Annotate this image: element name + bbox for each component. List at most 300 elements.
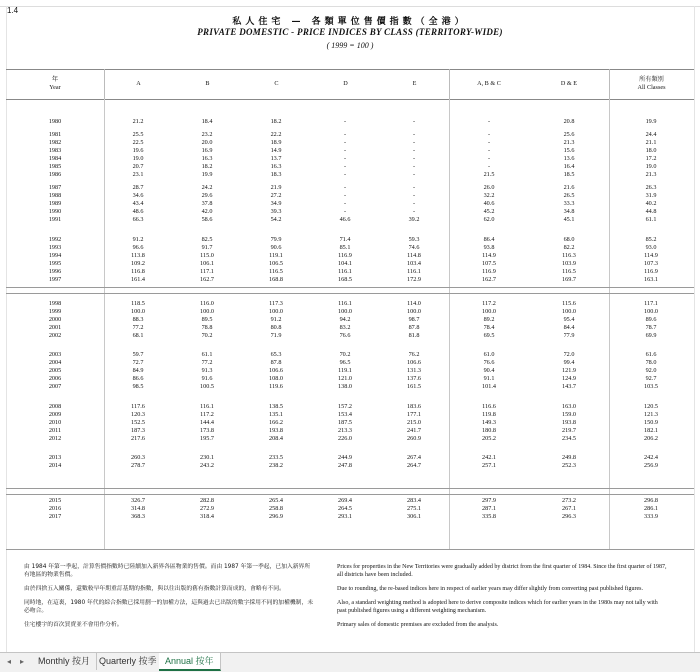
cell-year: 2005 [48, 367, 62, 374]
cell-col-e: 264.7 [407, 462, 421, 469]
cell-col-de: 33.3 [563, 200, 575, 207]
cell-col-de: 103.9 [562, 260, 576, 267]
table-row [0, 155, 700, 163]
note-cn-1: 由 1984 年第一季起，計算售價指數時已陸續加入新界各區物業的售價。而由 1987 年第一季起，已加入新界所有地區的物業售價。 [24, 564, 311, 578]
cell-col-e: 116.1 [407, 268, 421, 275]
page-break-line [6, 488, 694, 489]
cell-col-b: 243.2 [200, 462, 214, 469]
cell-col-b: 18.4 [201, 118, 213, 125]
cell-col-a: 86.6 [132, 375, 144, 382]
cell-col-abc: 107.5 [482, 260, 496, 267]
cell-col-de: 267.1 [562, 505, 576, 512]
table-row [0, 462, 700, 470]
cell-col-a: 120.3 [131, 411, 145, 418]
cell-col-a: 278.7 [131, 462, 145, 469]
table-row [0, 184, 700, 192]
cell-col-b: 61.1 [201, 351, 213, 358]
cell-col-d: 244.9 [338, 454, 352, 461]
cell-col-c: 16.3 [270, 163, 282, 170]
cell-col-all: 19.9 [645, 118, 657, 125]
cell-col-e: 81.8 [408, 332, 420, 339]
cell-col-c: 168.8 [269, 276, 283, 283]
cell-col-d: - [343, 131, 347, 138]
cell-col-d: 153.4 [338, 411, 352, 418]
cell-year: 2001 [48, 324, 62, 331]
cell-col-d: - [343, 163, 347, 170]
note-cn-3: 同時地，在這裏，1980 年代的綜合指數已採用劃一的加權方法，這與過去已出版的數字採用不同的加權機制，未必吻合。 [24, 600, 314, 614]
cell-col-c: 80.8 [270, 324, 282, 331]
cell-col-abc: 93.8 [483, 244, 495, 251]
page-break-line [6, 287, 694, 288]
cell-col-d: 264.5 [338, 505, 352, 512]
cell-col-abc: 76.6 [483, 359, 495, 366]
table-row [0, 163, 700, 171]
cell-col-de: 143.7 [562, 383, 576, 390]
cell-col-abc: 117.2 [482, 300, 496, 307]
cell-col-e: 260.9 [407, 435, 421, 442]
cell-col-e: 114.8 [407, 252, 421, 259]
cell-col-c: 106.5 [269, 260, 283, 267]
cell-year: 1981 [48, 131, 62, 138]
tab-monthly[interactable]: Monthly 按月 [32, 653, 97, 670]
cell-year: 1987 [48, 184, 62, 191]
cell-col-b: 230.1 [200, 454, 214, 461]
cell-year: 1992 [48, 236, 62, 243]
cell-col-b: 20.0 [201, 139, 213, 146]
cell-col-all: 93.0 [645, 244, 657, 251]
cell-col-b: 91.7 [201, 244, 213, 251]
cell-col-abc: 21.5 [483, 171, 495, 178]
table-row [0, 216, 700, 224]
table-row [0, 367, 700, 375]
cell-col-de: 18.5 [563, 171, 575, 178]
title-chinese: 私人住宅 — 各類單位售價指數（全港） [232, 17, 468, 27]
table-row [0, 383, 700, 391]
cell-col-de: 249.8 [562, 454, 576, 461]
cell-col-e: 87.8 [408, 324, 420, 331]
cell-year: 1996 [48, 268, 62, 275]
cell-col-all: 120.5 [644, 403, 658, 410]
cell-col-abc: 90.4 [483, 367, 495, 374]
cell-col-c: 13.7 [270, 155, 282, 162]
cell-col-e: 74.6 [408, 244, 420, 251]
cell-col-c: 90.6 [270, 244, 282, 251]
header-all-cn: 所有類別 [639, 76, 664, 83]
sheet-tab-bar [0, 652, 700, 672]
cell-col-all: 40.2 [645, 200, 657, 207]
cell-col-c: 71.9 [270, 332, 282, 339]
table-row [0, 200, 700, 208]
cell-col-d: 71.4 [339, 236, 351, 243]
cell-col-abc: - [487, 147, 491, 154]
cell-col-e: 172.9 [407, 276, 421, 283]
note-en-1: Prices for properties in the New Territories were gradually added by district from the first quarter of 1984. Since the first quarter of 1987, all districts have been included. [337, 564, 667, 578]
cell-col-all: 286.1 [644, 505, 658, 512]
cell-col-all: 24.4 [645, 131, 657, 138]
cell-col-a: 59.7 [132, 351, 144, 358]
table-row [0, 131, 700, 139]
cell-col-b: 91.6 [201, 375, 213, 382]
cell-col-c: 166.2 [269, 419, 283, 426]
cell-col-abc: 180.8 [482, 427, 496, 434]
cell-col-de: 20.8 [563, 118, 575, 125]
cell-col-d: 293.1 [338, 513, 352, 520]
cell-col-d: - [343, 139, 347, 146]
cell-col-e: 59.3 [408, 236, 420, 243]
cell-col-b: 82.5 [201, 236, 213, 243]
cell-col-c: 193.8 [269, 427, 283, 434]
cell-col-de: 15.6 [563, 147, 575, 154]
cell-col-all: 333.9 [644, 513, 658, 520]
cell-col-de: 26.5 [563, 192, 575, 199]
cell-col-b: 29.6 [201, 192, 213, 199]
cell-year: 1994 [48, 252, 62, 259]
cell-col-b: 16.9 [201, 147, 213, 154]
cell-col-de: 21.3 [563, 139, 575, 146]
cell-col-d: 70.2 [339, 351, 351, 358]
cell-col-all: 92.7 [645, 375, 657, 382]
cell-col-d: 46.6 [339, 216, 351, 223]
cell-col-abc: 100.0 [482, 308, 496, 315]
table-row [0, 276, 700, 284]
cell-col-b: 106.1 [200, 260, 214, 267]
cell-year: 1998 [48, 300, 62, 307]
cell-col-c: 135.1 [269, 411, 283, 418]
note-en-2: Due to rounding, the re-based indices here in respect of earlier years may differ slightly from converting past published figures. [337, 586, 643, 592]
cell-year: 1997 [48, 276, 62, 283]
header-all-classes [609, 69, 694, 99]
scroll-tabs-left-icon[interactable]: ◂ [6, 657, 11, 666]
cell-col-abc: - [487, 155, 491, 162]
cell-col-b: 116.1 [200, 403, 214, 410]
cell-col-all: 78.0 [645, 359, 657, 366]
cell-col-d: - [343, 184, 347, 191]
cell-col-all: 85.2 [645, 236, 657, 243]
cell-col-abc: 149.3 [482, 419, 496, 426]
cell-col-c: 100.0 [269, 308, 283, 315]
cell-year: 2006 [48, 375, 62, 382]
header-col-d: D [343, 80, 348, 87]
cell-col-e: 39.2 [408, 216, 420, 223]
cell-col-a: 66.3 [132, 216, 144, 223]
cell-col-de: 273.2 [562, 497, 576, 504]
cell-col-de: 13.6 [563, 155, 575, 162]
cell-col-e: 137.6 [407, 375, 421, 382]
cell-col-b: 117.2 [200, 411, 214, 418]
cell-year: 1991 [48, 216, 62, 223]
cell-col-c: 265.4 [269, 497, 283, 504]
cell-col-c: 296.9 [269, 513, 283, 520]
cell-col-e: 103.4 [407, 260, 421, 267]
cell-year: 2017 [48, 513, 62, 520]
cell-col-b: 116.0 [200, 300, 214, 307]
cell-col-abc: 335.8 [482, 513, 496, 520]
table-row [0, 435, 700, 443]
cell-col-d: 187.5 [338, 419, 352, 426]
cell-col-e: - [412, 139, 416, 146]
header-year [6, 69, 104, 99]
cell-col-c: 91.2 [270, 316, 282, 323]
cell-col-a: 19.6 [132, 147, 144, 154]
cell-year: 1980 [48, 118, 62, 125]
cell-col-e: - [412, 192, 416, 199]
cell-col-all: 61.1 [645, 216, 657, 223]
cell-col-de: 72.0 [563, 351, 575, 358]
cell-col-all: 116.9 [644, 268, 658, 275]
cell-col-c: 258.8 [269, 505, 283, 512]
cell-col-d: 104.1 [338, 260, 352, 267]
cell-col-de: 116.3 [562, 252, 576, 259]
cell-col-a: 152.5 [131, 419, 145, 426]
cell-col-abc: 114.9 [482, 252, 496, 259]
cell-col-a: 43.4 [132, 200, 144, 207]
cell-col-e: - [412, 200, 416, 207]
header-col-e: E [412, 80, 417, 87]
cell-col-a: 113.8 [131, 252, 145, 259]
cell-col-all: 26.3 [645, 184, 657, 191]
cell-year: 2009 [48, 411, 62, 418]
cell-col-d: 213.3 [338, 427, 352, 434]
cell-col-a: 48.6 [132, 208, 144, 215]
cell-col-d: 85.1 [339, 244, 351, 251]
scroll-tabs-right-icon[interactable]: ▸ [19, 657, 24, 666]
cell-year: 2003 [48, 351, 62, 358]
cell-col-abc: - [487, 118, 491, 125]
cell-col-b: 77.2 [201, 359, 213, 366]
cell-col-d: - [343, 118, 347, 125]
cell-col-e: 161.5 [407, 383, 421, 390]
cell-col-c: 87.8 [270, 359, 282, 366]
cell-col-all: 121.3 [644, 411, 658, 418]
table-row [0, 505, 700, 513]
cell-col-all: 61.6 [645, 351, 657, 358]
cell-col-a: 368.3 [131, 513, 145, 520]
cell-col-d: 94.2 [339, 316, 351, 323]
cell-col-all: 69.9 [645, 332, 657, 339]
cell-col-b: 318.4 [200, 513, 214, 520]
cell-year: 2007 [48, 383, 62, 390]
cell-col-b: 100.5 [200, 383, 214, 390]
header-col-a: A [136, 80, 141, 87]
cell-year: 2013 [48, 454, 62, 461]
cell-col-b: 23.2 [201, 131, 213, 138]
header-all-en: All Classes [637, 84, 666, 91]
cell-col-a: 68.1 [132, 332, 144, 339]
header-col-c: C [274, 80, 279, 87]
cell-col-d: 116.1 [338, 268, 352, 275]
table-row [0, 419, 700, 427]
cell-col-all: 17.2 [645, 155, 657, 162]
cell-col-a: 96.6 [132, 244, 144, 251]
cell-col-abc: 91.1 [483, 375, 495, 382]
cell-year: 2010 [48, 419, 62, 426]
cell-col-abc: 116.6 [482, 403, 496, 410]
cell-col-d: 116.9 [338, 252, 352, 259]
cell-year: 1982 [48, 139, 62, 146]
cell-year: 2008 [48, 403, 62, 410]
table-row [0, 513, 700, 521]
cell-col-all: 206.2 [644, 435, 658, 442]
cell-year: 2004 [48, 359, 62, 366]
cell-col-e: - [412, 171, 416, 178]
header-year-cn: 年 [51, 76, 59, 83]
cell-col-b: 173.8 [200, 427, 214, 434]
cell-col-c: 34.9 [270, 200, 282, 207]
cell-col-d: - [343, 200, 347, 207]
cell-col-de: 159.0 [562, 411, 576, 418]
cell-col-abc: 61.0 [483, 351, 495, 358]
table-row [0, 171, 700, 179]
cell-col-d: - [343, 147, 347, 154]
cell-col-c: 116.5 [269, 268, 283, 275]
cell-col-c: 117.3 [269, 300, 283, 307]
cell-col-all: 103.5 [644, 383, 658, 390]
cell-col-all: 182.1 [644, 427, 658, 434]
cell-year: 1995 [48, 260, 62, 267]
cell-year: 1993 [48, 244, 62, 251]
cell-col-de: 99.4 [563, 359, 575, 366]
cell-col-a: 23.1 [132, 171, 144, 178]
cell-col-a: 21.2 [132, 118, 144, 125]
cell-col-c: 18.9 [270, 139, 282, 146]
cell-col-a: 109.2 [131, 260, 145, 267]
cell-col-a: 28.7 [132, 184, 144, 191]
cell-year: 2014 [48, 462, 62, 469]
cell-col-d: 121.0 [338, 375, 352, 382]
cell-col-a: 25.5 [132, 131, 144, 138]
cell-col-a: 20.7 [132, 163, 144, 170]
cell-col-b: 58.6 [201, 216, 213, 223]
cell-col-c: 21.9 [270, 184, 282, 191]
page-break-line [6, 293, 694, 294]
cell-col-abc: 205.2 [482, 435, 496, 442]
cell-col-e: 241.7 [407, 427, 421, 434]
cell-col-de: 219.7 [562, 427, 576, 434]
cell-col-d: - [343, 171, 347, 178]
cell-year: 1990 [48, 208, 62, 215]
cell-col-all: 242.4 [644, 454, 658, 461]
cell-col-d: 76.6 [339, 332, 351, 339]
cell-col-a: 326.7 [131, 497, 145, 504]
cell-col-abc: 297.9 [482, 497, 496, 504]
cell-col-d: - [343, 155, 347, 162]
cell-col-abc: 89.2 [483, 316, 495, 323]
cell-col-de: 163.0 [562, 403, 576, 410]
cell-col-e: - [412, 163, 416, 170]
cell-year: 2012 [48, 435, 62, 442]
table-row [0, 427, 700, 435]
tab-quarterly[interactable]: Quarterly 按季 [93, 653, 164, 670]
cell-col-a: 88.3 [132, 316, 144, 323]
cell-col-abc: 86.4 [483, 236, 495, 243]
cell-col-a: 217.6 [131, 435, 145, 442]
cell-col-de: 21.6 [563, 184, 575, 191]
cell-col-d: - [343, 208, 347, 215]
cell-col-c: 39.3 [270, 208, 282, 215]
cell-col-all: 19.0 [645, 163, 657, 170]
header-col-b: B [205, 80, 210, 87]
cell-year: 2016 [48, 505, 62, 512]
table-row [0, 252, 700, 260]
cell-col-de: 296.3 [562, 513, 576, 520]
cell-col-all: 107.3 [644, 260, 658, 267]
note-en-3: Also, a standard weighting method is adopted here to derive composite indices which for earlier years in the 1980s may not tally with past published figures using a different weighting mechanism. [337, 600, 658, 614]
cell-col-e: 114.0 [407, 300, 421, 307]
cell-col-e: - [412, 118, 416, 125]
table-row [0, 208, 700, 216]
cell-col-b: 42.0 [201, 208, 213, 215]
cell-col-b: 16.3 [201, 155, 213, 162]
cell-col-abc: 62.0 [483, 216, 495, 223]
cell-col-c: 27.2 [270, 192, 282, 199]
cell-col-d: 100.0 [338, 308, 352, 315]
cell-col-a: 116.8 [131, 268, 145, 275]
cell-col-de: 82.2 [563, 244, 575, 251]
cell-col-abc: - [487, 139, 491, 146]
table-row [0, 403, 700, 411]
header-divider [609, 69, 610, 99]
cell-col-c: 108.0 [269, 375, 283, 382]
cell-col-c: 22.2 [270, 131, 282, 138]
cell-col-all: 296.8 [644, 497, 658, 504]
cell-col-d: 247.8 [338, 462, 352, 469]
cell-col-a: 187.3 [131, 427, 145, 434]
cell-col-b: 282.8 [200, 497, 214, 504]
cell-col-abc: 101.4 [482, 383, 496, 390]
cell-col-abc: 69.5 [483, 332, 495, 339]
cell-col-abc: - [487, 163, 491, 170]
header-year-en: Year [49, 84, 61, 91]
cell-col-a: 22.5 [132, 139, 144, 146]
cell-col-abc: 40.6 [483, 200, 495, 207]
cell-col-all: 21.3 [645, 171, 657, 178]
cell-col-de: 234.5 [562, 435, 576, 442]
cell-col-d: 157.2 [338, 403, 352, 410]
cell-col-de: 252.3 [562, 462, 576, 469]
cell-col-a: 314.8 [131, 505, 145, 512]
cell-col-d: 226.0 [338, 435, 352, 442]
cell-col-de: 193.8 [562, 419, 576, 426]
cell-col-de: 16.4 [563, 163, 575, 170]
cell-col-de: 121.9 [562, 367, 576, 374]
cell-col-c: 119.6 [269, 383, 283, 390]
cell-col-all: 21.1 [645, 139, 657, 146]
tab-annual[interactable]: Annual 按年 [159, 653, 221, 671]
cell-col-abc: 26.0 [483, 184, 495, 191]
cell-col-e: 275.1 [407, 505, 421, 512]
cell-col-de: 77.9 [563, 332, 575, 339]
table-row [0, 260, 700, 268]
cell-col-b: 78.8 [201, 324, 213, 331]
cell-col-e: 183.6 [407, 403, 421, 410]
cell-year: 1983 [48, 147, 62, 154]
table-row [0, 324, 700, 332]
cell-col-d: 83.2 [339, 324, 351, 331]
table-row [0, 192, 700, 200]
note-cn-2: 由於四捨五入關係，還數較早年期重訂基期的指數，與以往出版的舊有指數計算而成的，會略有不同。 [24, 586, 285, 592]
cell-col-b: 18.2 [201, 163, 213, 170]
cell-col-e: - [412, 208, 416, 215]
cell-col-b: 117.1 [200, 268, 214, 275]
cell-col-b: 115.0 [200, 252, 214, 259]
table-row [0, 332, 700, 340]
sheet-top-border [0, 0, 700, 7]
cell-year: 2011 [48, 427, 62, 434]
table-row [0, 147, 700, 155]
cell-col-d: - [343, 192, 347, 199]
header-col-abc: A, B & C [477, 80, 501, 87]
cell-col-e: - [412, 131, 416, 138]
